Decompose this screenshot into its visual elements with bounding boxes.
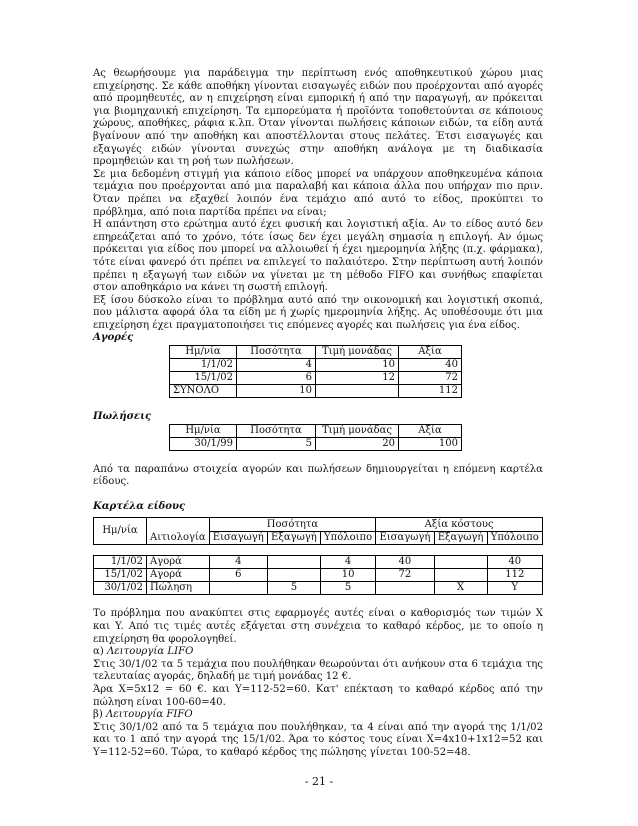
table-cell: 72	[399, 372, 462, 385]
table-cell: X	[434, 582, 487, 595]
table-cell: 30/1/02	[94, 582, 147, 595]
table-cell: 10	[316, 359, 399, 372]
table-spacer-row	[94, 545, 543, 556]
table-cell: Πώληση	[147, 582, 210, 595]
column-header: Εισαγωγή	[376, 531, 434, 545]
paragraph: Στις 30/1/02 από τα 5 τεμάχια που πουλήθηκαν, τα 4 είναι από την αγορά της 1/1/02 και το 1 από την αγορά της 15/1/02. Άρα το κόστος τους είναι X=4x10+1x12=52 και Y=112-52=60. Τώρα, το καθαρό κέρδος της πώλησης γίνεται 100-52=48.	[93, 721, 543, 758]
table-cell: 72	[376, 569, 434, 582]
column-header: Αιτιολογία	[147, 518, 210, 545]
table-cell: 5	[320, 582, 375, 595]
table-cell: 4	[237, 359, 316, 372]
table-cell: 4	[320, 556, 375, 569]
paragraph: Ας θεωρήσουμε για παράδειγμα την περίπτωση ενός αποθηκευτικού χώρου μιας επιχείρησης. Σε κάθε αποθήκη γίνονται εισαγωγές ειδών που προέρχονται από αγορές από προμηθευτές, αν η επιχείρηση είναι εμπορική ή από την παραγωγή, αν πρόκειται για βιομηχανική επιχείρηση. Τα εμπορεύματα ή προϊόντα τοποθετούνται σε κάποιους χώρους, αποθήκες, ράφια κ.λπ. Όταν γίνονται πωλήσεις κάποιων ειδών, τα είδη αυτά βγαίνουν από την αποθήκη και αποστέλλονται στους πελάτες. Έτσι εισαγωγές και εξαγωγές ειδών γίνονται συνεχώς στην αποθήκη ανάλογα με τη διαδικασία προμηθειών και τη ροή των πωλήσεων.	[93, 68, 543, 168]
paragraph: Το πρόβλημα που ανακύπτει στις εφαρμογές αυτές είναι ο καθορισμός των τιμών X και Y. Από τις τιμές αυτές εξάγεται στη συνέχεια το καθαρό κέρδος, με το οποίο η επιχείρηση θα φορολογηθεί.	[93, 608, 543, 645]
table-cell: 112	[399, 385, 462, 398]
table-cell	[434, 556, 487, 569]
page-number: - 21 -	[304, 775, 334, 788]
table-cell: 6	[209, 569, 267, 582]
column-header: Ποσότητα	[209, 518, 376, 532]
table-cell: 112	[487, 569, 542, 582]
item-card-table	[93, 517, 543, 595]
table-row	[94, 582, 543, 595]
sales-table	[169, 424, 462, 451]
table-cell: 12	[316, 372, 399, 385]
paragraph: Στις 30/1/02 τα 5 τεμάχια που πουλήθηκαν θεωρούνται ότι ανήκουν στα 6 τεμάχια της τελευταίας αγοράς, δηλαδή με τιμή μονάδας 12 €.	[93, 658, 543, 683]
fifo-subheading	[93, 709, 543, 722]
table-row	[94, 569, 543, 582]
column-header: Ημ/νία	[94, 518, 147, 545]
column-header: Αξία κόστους	[376, 518, 543, 532]
list-marker: α)	[93, 646, 107, 658]
table-cell: Y	[487, 582, 542, 595]
paragraph: Η απάντηση στο ερώτημα αυτό έχει φυσική και λογιστική αξία. Αν το είδος αυτό δεν επηρεάζεται από το χρόνο, τότε ίσως δεν έχει μεγάλη σημασία η επιλογή. Αν όμως πρόκειται για είδος που μπορεί να αλλοιωθεί ή έχει ημερομηνία λήξης (π.χ. φάρμακα), τότε είναι φανερό ότι πρέπει να επιλεγεί το παλαιότερο. Στην περίπτωση αυτή λοιπόν πρέπει η εξαγωγή των ειδών να γίνεται με τη μέθοδο FIFO και συνήθως επαφίεται στον αποθηκάριο να κάνει τη σωστή επιλογή.	[93, 219, 543, 294]
paragraph: Εξ ίσου δύσκολο είναι το πρόβλημα αυτό από την οικονομική και λογιστική σκοπιά, που μάλιστα αφορά όλα τα είδη με ή χωρίς ημερομηνία λήξης. Ας υποθέσουμε ότι μια επιχείρηση έχει πραγματοποιήσει τις επόμενες αγορές και πωλήσεις για ένα είδος.	[93, 294, 543, 331]
sales-heading: Πωλήσεις	[93, 411, 152, 423]
table-cell: 30/1/99	[170, 437, 237, 450]
table-cell: 100	[399, 437, 462, 450]
purchases-table	[169, 345, 462, 398]
table-row	[170, 437, 462, 450]
column-header: Αξία	[399, 424, 462, 437]
table-cell	[267, 556, 320, 569]
purchases-heading: Αγορές	[93, 332, 134, 344]
column-header: Αξία	[399, 346, 462, 359]
table-cell: 10	[320, 569, 375, 582]
column-header: Τιμή μονάδας	[316, 346, 399, 359]
paragraph: Σε μια δεδομένη στιγμή για κάποιο είδος μπορεί να υπάρχουν αποθηκευμένα κάποια τεμάχια που προέρχονται από μια παραλαβή και κάποια άλλα που υπήρχαν πιο πριν. Όταν πρέπει να εξαχθεί λοιπόν ένα τεμάχιο από αυτό το είδος, προκύπτει το πρόβλημα, από ποια παρτίδα πρέπει να είναι;	[93, 168, 543, 218]
column-header: Ημ/νία	[170, 346, 237, 359]
list-marker: β)	[93, 709, 106, 721]
column-header: Τιμή μονάδας	[316, 424, 399, 437]
table-row	[170, 385, 462, 398]
table-cell: 5	[267, 582, 320, 595]
paragraph: Από τα παραπάνω στοιχεία αγορών και πωλήσεων δημιουργείται η επόμενη καρτέλα είδους.	[93, 463, 543, 488]
table-header-row	[94, 518, 543, 532]
table-cell: 6	[237, 372, 316, 385]
lifo-title: Λειτουργία LIFO	[106, 646, 194, 658]
table-cell: 5	[237, 437, 316, 450]
column-header: Υπόλοιπο	[487, 531, 542, 545]
table-cell: Αγορά	[147, 569, 210, 582]
column-header: Υπόλοιπο	[320, 531, 375, 545]
table-cell	[209, 582, 267, 595]
column-header: Ποσότητα	[237, 346, 316, 359]
table-cell: Αγορά	[147, 556, 210, 569]
column-header: Εξαγωγή	[434, 531, 487, 545]
card-heading: Καρτέλα είδους	[93, 500, 186, 512]
lifo-subheading	[93, 646, 543, 659]
table-cell	[434, 569, 487, 582]
table-cell: 1/1/02	[94, 556, 147, 569]
column-header: Εισαγωγή	[209, 531, 267, 545]
table-row	[170, 372, 462, 385]
table-cell	[376, 582, 434, 595]
table-cell: 10	[237, 385, 316, 398]
table-cell: 40	[376, 556, 434, 569]
table-header-row	[170, 346, 462, 359]
table-cell: 4	[209, 556, 267, 569]
column-header: Εξαγωγή	[267, 531, 320, 545]
paragraph: Άρα X=5x12 = 60 €. και Y=112-52=60. Κατ' επέκταση το καθαρό κέρδος από την πώληση είναι 100-60=40.	[93, 684, 543, 708]
table-cell: ΣΥΝΟΛΟ	[170, 385, 237, 398]
table-cell: 15/1/02	[170, 372, 237, 385]
table-row	[170, 359, 462, 372]
table-cell: 1/1/02	[170, 359, 237, 372]
table-cell	[316, 385, 399, 398]
table-cell: 15/1/02	[94, 569, 147, 582]
table-header-row	[170, 424, 462, 437]
column-header: Ημ/νία	[170, 424, 237, 437]
table-cell: 40	[487, 556, 542, 569]
table-cell: 20	[316, 437, 399, 450]
table-cell: 40	[399, 359, 462, 372]
column-header: Ποσότητα	[237, 424, 316, 437]
table-row	[94, 556, 543, 569]
fifo-title: Λειτουργία FIFO	[105, 709, 193, 721]
table-cell	[267, 569, 320, 582]
page-content	[93, 68, 543, 760]
